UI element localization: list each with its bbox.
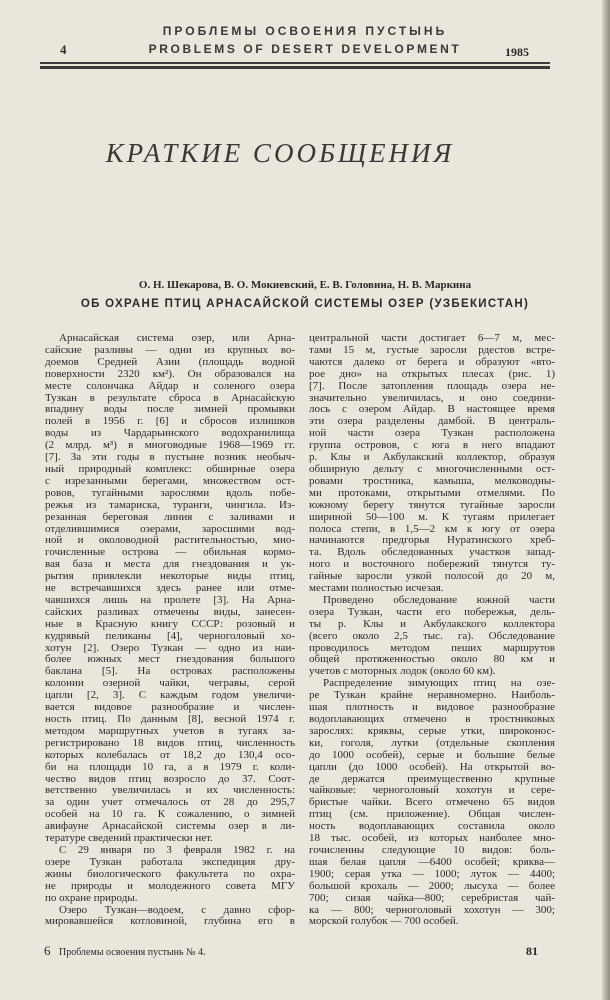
- text-line: ные в Красную книгу СССР: розовый и: [45, 618, 295, 630]
- text-line: полей в 1956 г. [6] и сбросов излишков: [45, 416, 295, 428]
- text-line: ты р. Клы и Акбулакского коллектора: [309, 618, 555, 630]
- page-number: 81: [526, 944, 538, 958]
- text-line: р. Клы и Акбулакский коллектор, образуя: [309, 452, 555, 464]
- text-line: регистрировано 18 видов птиц, численность: [45, 737, 295, 749]
- text-line: цапли [2, 3]. С каждым годом увеличи-: [45, 690, 295, 702]
- text-line: группа островов, с юга в него впадают: [309, 440, 555, 452]
- text-line: ность птиц. По данным [8], весной 1974 г.: [45, 714, 295, 725]
- text-line: ми протоками, открытыми отмелями. По: [309, 487, 555, 499]
- text-line: полоса степи, в 1,5—2 км к югу от озера: [309, 523, 555, 535]
- text-line: гайные заросли узкой полосой до 20 м,: [309, 571, 555, 583]
- text-line: озере Тузкан работала экспедиция дру-: [45, 856, 295, 868]
- text-line: бристые чайки. Всего отмечено 65 видов: [309, 797, 555, 809]
- text-line: режья из тамариска, туранги, чингила. Из-: [45, 499, 295, 511]
- text-line: ки, гоголя, лутки (отдельные скопления: [309, 737, 555, 749]
- text-line: проводилось методом пеших маршрутов: [309, 642, 555, 654]
- text-line: доемов Средней Азии (площадь водной: [45, 356, 295, 368]
- text-line: поверхности 2320 км²). Он образовался на: [45, 368, 295, 380]
- text-line: цапли (до 1000 особей). На открытой во-: [309, 761, 555, 773]
- text-line: авифауне Арнасайской системы озер в ли-: [45, 821, 295, 833]
- text-line: ре Тузкан крайне неравномерно. Наиболь-: [309, 690, 555, 702]
- text-line: ного и восточного побережий тянутся ту-: [309, 559, 555, 571]
- text-line: Проведено обследование южной части: [323, 594, 555, 606]
- text-line: (2 млрд. м³) в многоводные 1968—1969 гг.: [45, 440, 295, 452]
- footer-signature: [44, 944, 206, 960]
- text-column-left: [45, 333, 295, 928]
- text-line: Тузкан в результате сброса в Арнасайскую: [45, 392, 295, 404]
- text-line: тературе сведений практически нет.: [45, 833, 213, 845]
- text-line: зарослях: кряквы, серые утки, широконос-: [309, 725, 555, 737]
- text-line: эти озера разделены дамбой. В централь-: [309, 416, 555, 428]
- section-title: КРАТКИЕ СООБЩЕНИЯ: [105, 138, 455, 168]
- issue-year: 1985: [505, 45, 529, 59]
- text-line: жины биологического факультета по охра-: [45, 868, 295, 880]
- text-line: не встречавшихся здесь ранее или отме-: [45, 583, 295, 595]
- text-line: Озеро Тузкан—водоем, с давно сфор-: [59, 904, 295, 916]
- text-line: ной части озера Тузкан расположена: [309, 428, 555, 440]
- text-line: гочисленны следующие 10 видов: боль-: [309, 844, 555, 856]
- text-line: ность водоплавающих составила около: [309, 821, 555, 833]
- text-line: ровов, тугайными зарослями вдоль побе-: [45, 487, 295, 499]
- text-line: сайских разливах отмечены виды, занесен-: [45, 606, 295, 618]
- text-line: вается видовое разнообразие и числен-: [45, 702, 295, 714]
- text-line: до 1000 особей), серые и большие белые: [309, 749, 555, 761]
- text-line: чество видов птиц возросло до 37. Соот-: [45, 773, 295, 785]
- text-line: впадину воды после зимней промывки: [45, 404, 295, 416]
- text-line: шая плотность и видовое разнообразие: [309, 702, 555, 714]
- journal-title-russian: ПРОБЛЕМЫ ОСВОЕНИЯ ПУСТЫНЬ: [162, 24, 448, 38]
- text-line: та. Вдоль обследованных участков запад-: [309, 547, 555, 559]
- text-line: гочисленные острова — обильная кормо-: [45, 547, 295, 559]
- text-line: ный природный комплекс: обширные озера: [45, 463, 295, 475]
- text-line: шириной 50—100 м. К тугаям прилегает: [309, 511, 555, 523]
- text-line: [7]. За эти годы в пустыне возник необыч-: [45, 452, 295, 464]
- text-line: чайковые: черноголовый хохотун и сере-: [309, 785, 555, 797]
- text-line: кудрявый пеликаны [4], черноголовый хо-: [45, 630, 295, 642]
- page-edge-shadow: [602, 0, 610, 1000]
- text-line: [7]. После затопления площадь озера не-: [309, 380, 555, 392]
- text-line: ка — 800; черноголовый хохотун — 300;: [309, 904, 555, 916]
- text-line: месте солончака Айдар и соленого озера: [45, 380, 295, 392]
- text-line: вая база и места для гнездования и ук-: [45, 559, 295, 571]
- text-line: водоплавающих отмечено в тростниковых: [309, 714, 555, 725]
- text-line: особей на 10 га. К сожалению, о зимней: [45, 809, 295, 821]
- text-line: общей протяженностью около 80 км и: [309, 654, 555, 666]
- text-line: резанная береговая линия с заливами и: [45, 511, 295, 523]
- text-line: баклана [5]. На островах расположены: [45, 666, 295, 678]
- text-line: би на площади 10 га, а в 1979 г. коли-: [45, 761, 295, 773]
- text-line: воды из Чардарьинского водохранилища: [45, 428, 295, 440]
- text-line: по охране природы.: [45, 892, 138, 904]
- text-line: шая белая цапля —6400 особей; кряква—: [309, 856, 555, 868]
- text-line: ровами тростника, камыша, мелководны-: [309, 475, 555, 487]
- text-line: ветственно увеличилась и их численность:: [45, 785, 295, 797]
- text-line: за один учет отмечалось от 28 до 295,7: [45, 797, 295, 809]
- text-line: методом маршрутных учетов в тугаях за-: [45, 725, 295, 737]
- text-line: 700; сизая чайка—800; серебристая чай-: [309, 892, 555, 904]
- text-line: чаются далеко от берега и образуют «вто-: [309, 356, 555, 368]
- text-line: (всего около 2,5 тыс. га). Обследование: [309, 630, 555, 642]
- text-line: с изрезанными берегами, множеством ост-: [45, 475, 295, 487]
- issue-number: 4: [60, 42, 67, 57]
- text-line: которых колебалась от 18,2 до 130,4 осо-: [45, 749, 295, 761]
- text-line: учетов с моторных лодок (около 60 км).: [309, 666, 496, 678]
- text-line: рытия привлекли некоторые виды птиц,: [45, 571, 295, 583]
- text-line: ной и околоводной растительностью, мно-: [45, 535, 295, 547]
- text-line: более южных мест гнездования большого: [45, 654, 295, 666]
- signature-number: 6: [44, 943, 51, 958]
- text-line: рое дно» на открытых плесах (рис. 1): [309, 368, 555, 380]
- text-line: С 29 января по 3 февраля 1982 г. на: [59, 844, 295, 856]
- text-line: озера Тузкан, части его побережья, дель-: [309, 606, 555, 618]
- text-line: колонии озерной чайки, чегравы, серой: [45, 678, 295, 690]
- text-line: хотун [2]. Озеро Тузкан — одно из наи-: [45, 642, 295, 654]
- article-authors: О. Н. Шекарова, В. О. Мокиевский, Е. В. Головина, Н. В. Маркина: [138, 279, 472, 291]
- text-line: отделившимися озерами, заросшими вод-: [45, 523, 295, 535]
- text-line: обширную дельту с многочисленными ост-: [309, 463, 555, 475]
- text-line: де держатся преимущественно крупные: [309, 773, 555, 785]
- text-line: Распределение зимующих птиц на озе-: [323, 678, 555, 690]
- article-title: ОБ ОХРАНЕ ПТИЦ АРНАСАЙСКОЙ СИСТЕМЫ ОЗЕР (УЗБЕКИСТАН): [80, 298, 530, 310]
- header-rule-thin: [40, 62, 550, 64]
- text-line: не природы и молодежного совета МГУ: [45, 880, 295, 892]
- text-line: южному берегу тянутся тугайные заросли: [309, 499, 555, 511]
- text-line: лось с озером Айдар. В настоящее время: [309, 404, 555, 416]
- text-column-right: [309, 333, 555, 928]
- text-line: значительно увеличилась, и оно соедини-: [309, 392, 555, 404]
- text-line: 18 тыс. особей, из которых наиболее мно-: [309, 833, 555, 845]
- header-rule-thick: [40, 66, 550, 69]
- text-line: Арнасайская система озер, или Арна-: [59, 333, 295, 344]
- text-line: местами полностью исчезая.: [309, 583, 444, 595]
- text-line: большой крохаль — 2000; лысуха — более: [309, 880, 555, 892]
- journal-title-english: PROBLEMS OF DESERT DEVELOPMENT: [148, 42, 462, 56]
- text-line: морской голубок — 700 особей.: [309, 916, 459, 928]
- text-line: сайские разливы — одни из крупных во-: [45, 344, 295, 356]
- text-line: птиц (см. приложение). Общая числен-: [309, 809, 555, 821]
- text-line: центральной части достигает 6—7 м, мес-: [309, 333, 555, 344]
- text-line: чавшихся лишь на пролете [3]. На Арна-: [45, 594, 295, 606]
- text-line: тами 15 м, густые заросли рдестов встре-: [309, 344, 555, 356]
- text-line: 1900; серая утка — 1000; луток — 4400;: [309, 868, 555, 880]
- text-line: начинаются предгорья Нуратинского хреб-: [309, 535, 555, 547]
- text-line: мировавшейся котловиной, глубина его в: [45, 916, 295, 928]
- signature-note: Проблемы освоения пустынь № 4.: [59, 947, 206, 958]
